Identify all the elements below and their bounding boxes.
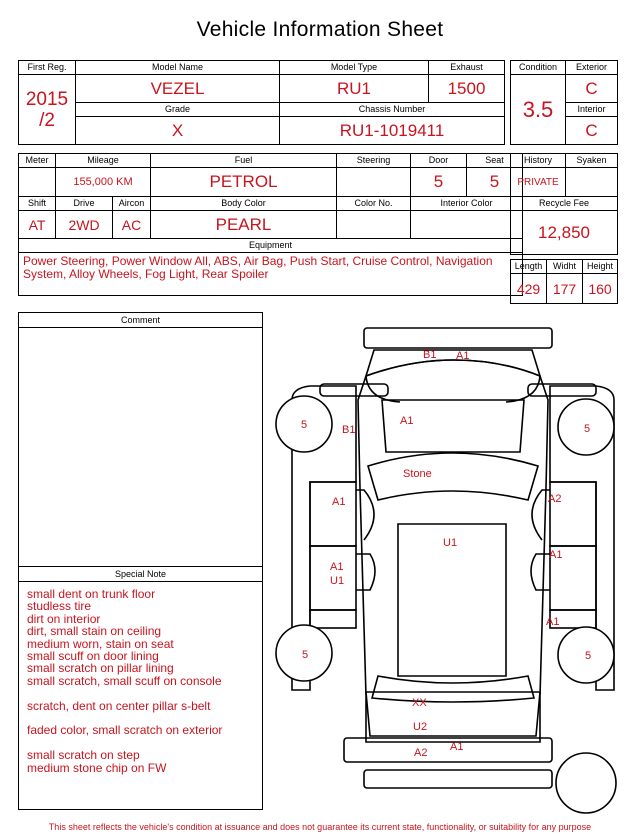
door-value: 5	[411, 168, 467, 197]
mileage-label: Mileage	[56, 154, 151, 168]
chassis-number-label: Chassis Number	[280, 103, 505, 117]
fuel-value: PETROL	[151, 168, 337, 197]
interior-value: C	[566, 117, 618, 145]
seat-label: Seat	[467, 154, 523, 168]
color-no-value	[337, 211, 411, 239]
mark-front-left-fender: B1	[342, 424, 356, 436]
disclaimer-footer: This sheet reflects the vehicle's condition at issuance and does not guarantee its current state, functionality, or suitability for any purpose	[48, 822, 592, 832]
interior-color-value	[411, 211, 523, 239]
special-note-line: scratch, dent on center pillar s-belt	[27, 698, 211, 713]
mileage-value: 155,000 KM	[56, 168, 151, 197]
meter-value	[19, 168, 56, 197]
mark-rear-right-tire: 5	[585, 650, 592, 662]
door-label: Door	[411, 154, 467, 168]
drive-value: 2WD	[56, 211, 113, 239]
height-label: Height	[583, 260, 618, 274]
sheet-title: Vehicle Information Sheet	[196, 18, 444, 41]
body-color-label: Body Color	[151, 197, 337, 211]
comment-panel	[18, 312, 263, 567]
history-label: History	[511, 154, 566, 168]
length-value: 429	[511, 274, 547, 304]
mark-right-front-door: A2	[548, 493, 562, 505]
hood-left-arc	[366, 376, 400, 402]
model-type-label: Model Type	[280, 61, 429, 75]
right-front-door	[550, 482, 596, 546]
first-reg-value	[19, 75, 76, 145]
special-note-line: faded color, small scratch on exterior	[27, 723, 223, 738]
mark-left-rear-door-a1: A1	[330, 561, 344, 573]
mark-windshield: Stone	[403, 468, 432, 480]
comment-value	[19, 328, 262, 334]
front-grille-outline	[366, 350, 540, 376]
mark-rear-bumper-a1: A1	[450, 741, 464, 753]
mark-left-rear-door-u1: U1	[330, 575, 345, 587]
body-outline	[358, 360, 548, 742]
length-label: Length	[511, 260, 547, 274]
interior-color-label: Interior Color	[411, 197, 523, 211]
first-reg-label: First Reg.	[19, 61, 76, 75]
spare-tire	[556, 753, 616, 813]
syaken-label: Syaken	[566, 154, 618, 168]
history-table	[510, 153, 618, 255]
left-rear-fender	[310, 610, 356, 628]
mark-front-bumper-a1: A1	[456, 350, 470, 362]
mark-trunk: XX	[412, 697, 427, 709]
history-value: PRIVATE	[511, 168, 566, 197]
first-reg-month: /2	[39, 109, 55, 131]
rear-window-outline	[372, 676, 534, 702]
mark-roof: U1	[443, 537, 458, 549]
mark-right-rear-door: A1	[549, 549, 563, 561]
special-note-label: Special Note	[19, 567, 262, 582]
left-mirror-outline	[356, 490, 374, 540]
special-note-line: studless tire	[27, 599, 92, 614]
mark-left-front-door: A1	[332, 496, 346, 508]
trunk-outline	[366, 692, 540, 736]
mark-front-left-tire: 5	[301, 419, 308, 431]
aircon-label: Aircon	[113, 197, 151, 211]
vehicle-info-table	[18, 60, 505, 145]
aircon-value: AC	[113, 211, 151, 239]
width-value: 177	[547, 274, 583, 304]
interior-label: Interior	[566, 103, 618, 117]
condition-label: Condition	[511, 61, 566, 75]
special-note-line: small scratch on pillar lining	[27, 661, 174, 676]
windshield-outline	[368, 453, 538, 500]
steering-value	[337, 168, 411, 197]
special-note-panel	[18, 566, 263, 810]
special-note-line: dirt on interior	[27, 611, 101, 626]
chassis-number-value: RU1-1019411	[280, 117, 505, 145]
special-note-line: medium worn, stain on seat	[27, 636, 174, 651]
details-table	[18, 153, 523, 296]
car-damage-diagram	[270, 318, 640, 818]
special-note-line: small scratch, small scuff on console	[27, 673, 222, 688]
left-pillar-outline	[356, 554, 375, 590]
special-note-line: small dent on trunk floor	[27, 587, 156, 601]
first-reg-year: 2015	[25, 88, 69, 110]
mark-hood: A1	[400, 415, 414, 427]
special-note-list	[19, 582, 262, 774]
rear-step-outline	[364, 770, 552, 788]
right-pillar-outline	[531, 554, 550, 590]
condition-value: 3.5	[511, 75, 566, 145]
mark-rear-left-tire: 5	[302, 649, 309, 661]
mark-rear-gate: U2	[413, 721, 428, 733]
exhaust-value: 1500	[429, 75, 505, 103]
equipment-value: Power Steering, Power Window All, ABS, Air Bag, Push Start, Cruise Control, Navigation System, Alloy Wheels, Fog Light, Rear Spoiler	[19, 253, 523, 296]
dimensions-table	[510, 259, 618, 304]
equipment-label: Equipment	[19, 239, 523, 253]
comment-label: Comment	[19, 313, 262, 328]
syaken-value	[566, 168, 618, 197]
height-value: 160	[583, 274, 618, 304]
grade-label: Grade	[76, 103, 280, 117]
mark-right-rear-fender: A1	[546, 616, 560, 628]
shift-label: Shift	[19, 197, 56, 211]
model-name-label: Model Name	[76, 61, 280, 75]
seat-value: 5	[467, 168, 523, 197]
meter-label: Meter	[19, 154, 56, 168]
fuel-label: Fuel	[151, 154, 337, 168]
mark-rear-bumper-a2: A2	[414, 747, 428, 759]
body-color-value: PEARL	[151, 211, 337, 239]
special-note-line: small scuff on door lining	[27, 649, 159, 664]
special-note-line: small scratch on step	[27, 748, 140, 763]
condition-table	[510, 60, 618, 145]
recycle-fee-label: Recycle Fee	[511, 197, 618, 211]
drive-label: Drive	[56, 197, 113, 211]
special-note-line	[27, 687, 262, 699]
steering-label: Steering	[337, 154, 411, 168]
left-front-door	[310, 482, 356, 546]
width-label: Widht	[547, 260, 583, 274]
hood-right-arc	[506, 376, 540, 402]
exterior-value: C	[566, 75, 618, 103]
exterior-label: Exterior	[566, 61, 618, 75]
front-bumper-outline	[364, 328, 552, 348]
model-type-value: RU1	[280, 75, 429, 103]
mark-front-right-tire: 5	[584, 423, 591, 435]
exhaust-label: Exhaust	[429, 61, 505, 75]
shift-value: AT	[19, 211, 56, 239]
recycle-fee-value: 12,850	[511, 211, 618, 255]
special-note-line: medium stone chip on FW	[27, 760, 167, 775]
mark-front-bumper-b1: B1	[423, 349, 437, 361]
color-no-label: Color No.	[337, 197, 411, 211]
grade-value: X	[76, 117, 280, 145]
model-name-value: VEZEL	[76, 75, 280, 103]
special-note-line: dirt, small stain on ceiling	[27, 624, 162, 639]
